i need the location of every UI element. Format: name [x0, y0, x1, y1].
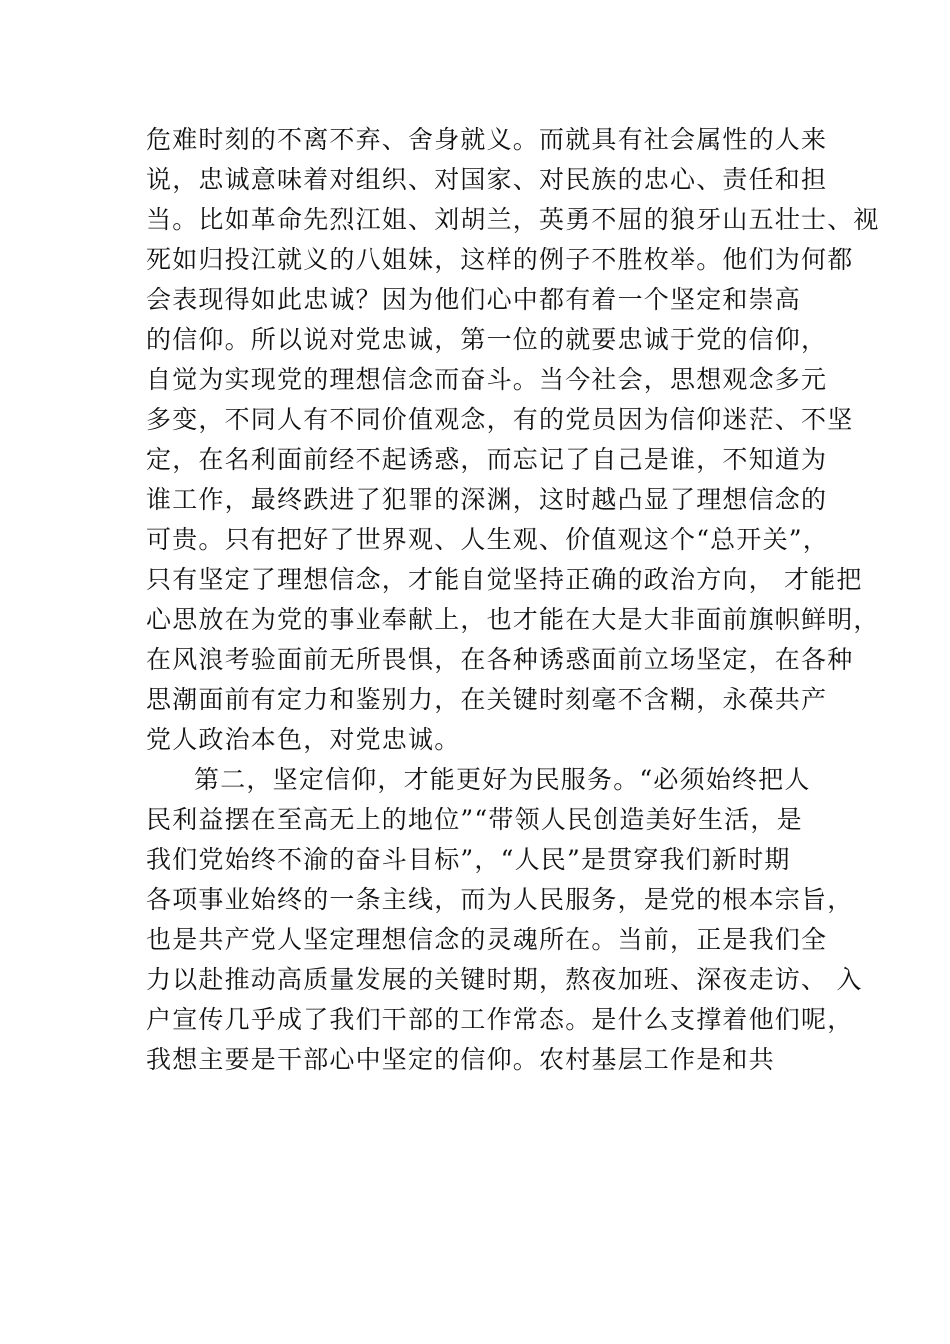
text-line: 死如归投江就义的八姐妹，这样的例子不胜枚举。他们为何都 [146, 245, 854, 274]
text-line: 我们党始终不渝的奋斗目标”，“人民”是贯穿我们新时期 [146, 845, 791, 874]
text-line: 我想主要是干部心中坚定的信仰。农村基层工作是和共 [146, 1045, 775, 1074]
text-line: 说，忠诚意味着对组织、对国家、对民族的忠心、责任和担 [146, 165, 828, 194]
text-line: 心思放在为党的事业奉献上，也才能在大是大非面前旗帜鲜明， [146, 605, 880, 634]
text-line: 多变，不同人有不同价值观念，有的党员因为信仰迷茫、不坚 [146, 405, 854, 434]
text-line: 的信仰。所以说对党忠诚，第一位的就要忠诚于党的信仰， [146, 325, 828, 354]
text-line: 民利益摆在至高无上的地位”“带领人民创造美好生活，是 [146, 805, 803, 834]
text-line: 第二，坚定信仰，才能更好为民服务。“必须始终把人 [194, 765, 811, 794]
text-line: 可贵。只有把好了世界观、人生观、价值观这个“总开关”， [146, 525, 829, 554]
text-line: 当。比如革命先烈江姐、刘胡兰，英勇不屈的狼牙山五壮士、视 [146, 205, 880, 234]
text-line: 力以赴推动高质量发展的关键时期，熬夜加班、深夜走访、 入 [146, 965, 863, 994]
text-line: 会表现得如此忠诚？因为他们心中都有着一个坚定和崇高 [146, 285, 802, 314]
text-line: 思潮面前有定力和鉴别力，在关键时刻毫不含糊，永葆共产 [146, 685, 828, 714]
text-line: 户宣传几乎成了我们干部的工作常态。是什么支撑着他们呢， [146, 1005, 854, 1034]
text-line: 定，在名利面前经不起诱惑，而忘记了自己是谁，不知道为 [146, 445, 828, 474]
text-line: 危难时刻的不离不弃、舍身就义。而就具有社会属性的人来 [146, 125, 828, 154]
text-line: 也是共产党人坚定理想信念的灵魂所在。当前，正是我们全 [146, 925, 828, 954]
text-line: 谁工作，最终跌进了犯罪的深渊，这时越凸显了理想信念的 [146, 485, 828, 514]
text-line: 只有坚定了理想信念，才能自觉坚持正确的政治方向， 才能把 [146, 565, 863, 594]
text-line: 自觉为实现党的理想信念而奋斗。当今社会，思想观念多元 [146, 365, 828, 394]
text-line: 各项事业始终的一条主线，而为人民服务，是党的根本宗旨， [146, 885, 854, 914]
text-line: 党人政治本色，对党忠诚。 [146, 725, 461, 754]
text-line: 在风浪考验面前无所畏惧，在各种诱惑面前立场坚定，在各种 [146, 645, 854, 674]
